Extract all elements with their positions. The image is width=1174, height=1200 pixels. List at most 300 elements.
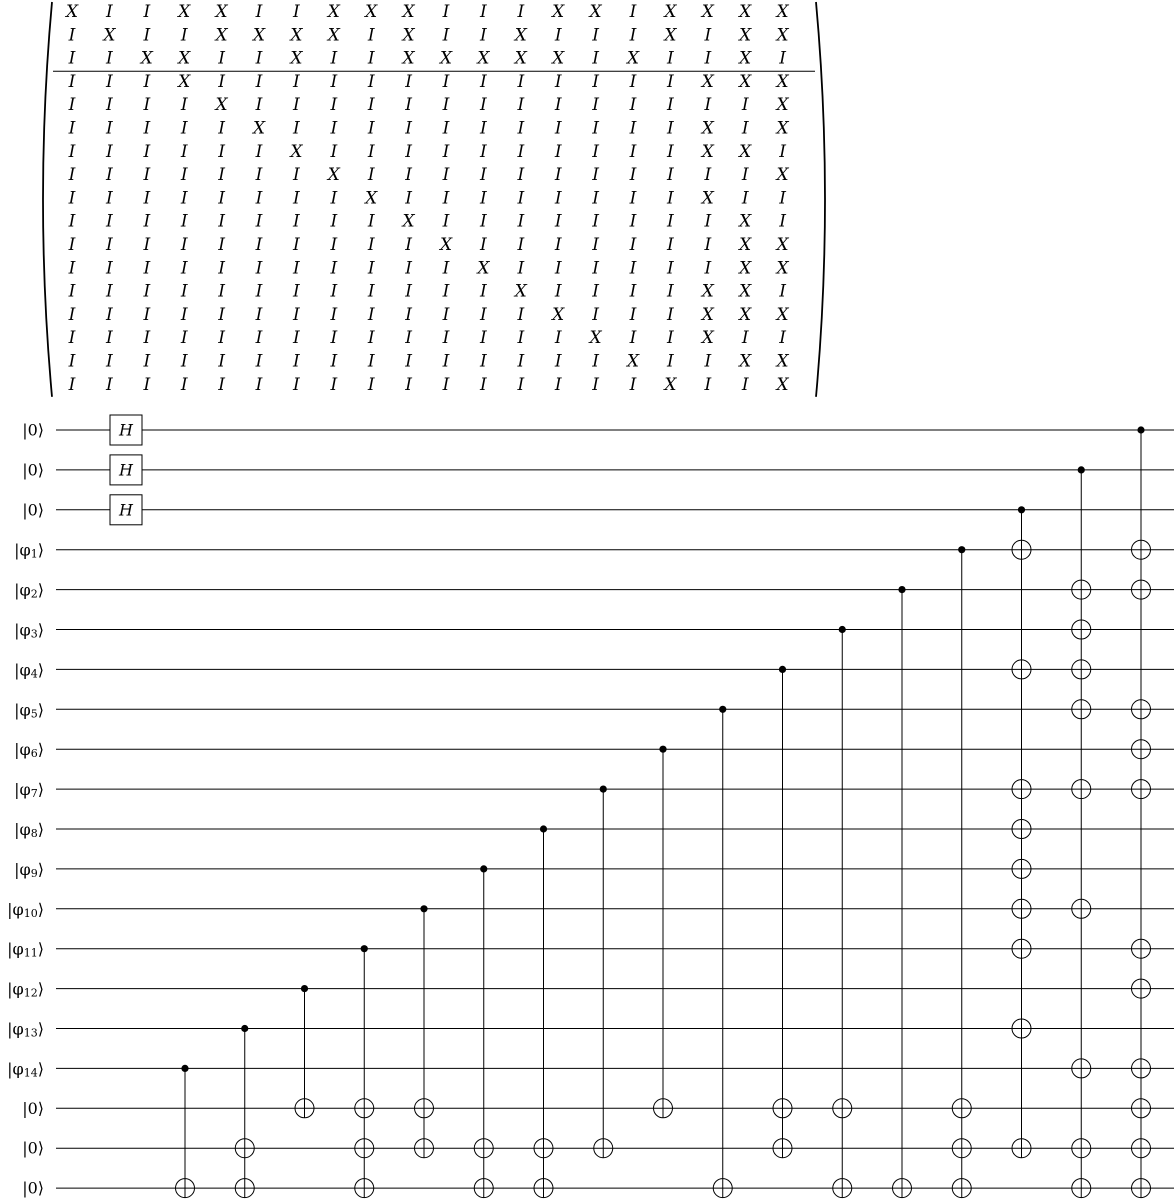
svg-text:H: H [119, 420, 133, 440]
target-xor [1132, 740, 1151, 759]
matrix-cell: I [517, 71, 525, 92]
matrix-cell: I [667, 95, 674, 116]
matrix-cell: I [143, 141, 151, 162]
matrix-cell: I [405, 141, 412, 162]
target-xor [534, 1139, 553, 1158]
qubit-label: $|\varphi_{11}⟩$ [7, 939, 44, 960]
target-xor [415, 1099, 434, 1118]
matrix-cell: I [704, 165, 712, 186]
matrix-cell: I [106, 304, 113, 325]
matrix-cell: I [143, 351, 151, 372]
matrix-cell: X [552, 2, 565, 22]
matrix-cell: I [667, 235, 674, 255]
control-dot [241, 1025, 248, 1032]
target-xor [534, 1179, 553, 1198]
matrix-cell: I [180, 281, 188, 302]
matrix-cell: I [517, 141, 525, 162]
matrix-cell: X [664, 374, 677, 395]
matrix-cell: I [68, 71, 76, 92]
matrix-cell: I [218, 304, 225, 325]
matrix-cell: X [776, 351, 789, 372]
matrix-cell: I [405, 351, 412, 372]
matrix-cell: I [367, 328, 375, 349]
target-xor [1012, 859, 1031, 878]
matrix-cell: I [442, 374, 450, 395]
matrix-cell: X [103, 25, 116, 46]
cnot-gate [893, 586, 912, 1198]
matrix-cell: I [330, 304, 338, 325]
matrix-cell: I [367, 304, 375, 325]
target-xor [1072, 660, 1091, 679]
matrix-cell: I [106, 351, 113, 372]
target-xor [1012, 899, 1031, 918]
matrix-cell: X [477, 258, 490, 279]
matrix-cell: I [704, 351, 712, 372]
matrix-cell: X [701, 141, 714, 162]
matrix-cell: I [68, 188, 76, 209]
matrix-cell: I [106, 258, 113, 279]
matrix-cell: X [140, 48, 153, 69]
matrix-cell: X [65, 2, 79, 22]
matrix-cell: I [68, 328, 76, 349]
matrix-cell: I [255, 71, 263, 92]
matrix-cell: I [106, 328, 113, 349]
matrix-cell: I [106, 235, 113, 255]
matrix-cell: I [293, 328, 300, 349]
matrix-cell: I [554, 165, 562, 186]
matrix-cell: I [293, 211, 300, 232]
matrix-cell: I [779, 141, 786, 162]
control-dot [480, 865, 487, 872]
matrix-cell: I [667, 165, 674, 186]
matrix-cell: I [218, 141, 225, 162]
matrix-cell: X [215, 25, 228, 46]
target-xor [1072, 1179, 1091, 1198]
target-xor [713, 1179, 732, 1198]
matrix-cell: I [218, 351, 225, 372]
matrix-cell: I [255, 235, 263, 255]
matrix-cell: I [143, 328, 151, 349]
matrix-cell: X [477, 48, 490, 69]
matrix-cell: I [667, 141, 674, 162]
matrix-cell: I [68, 48, 76, 69]
matrix-cell: I [330, 48, 338, 69]
matrix-cell: I [106, 2, 113, 22]
matrix-cell: I [442, 281, 450, 302]
matrix-cell: I [667, 71, 674, 92]
matrix-cell: X [739, 2, 752, 22]
target-xor [1132, 780, 1151, 799]
target-xor [1012, 660, 1031, 679]
qubit-label: $|\varphi_{10}⟩$ [7, 899, 44, 920]
matrix-cell: X [776, 374, 789, 395]
matrix-cell: I [629, 95, 637, 116]
matrix-cell: I [629, 25, 637, 46]
matrix-cell: I [480, 71, 487, 92]
qubit-label: $|\varphi_{14}⟩$ [7, 1058, 44, 1079]
matrix-cell: I [330, 374, 338, 395]
matrix-cell: I [480, 304, 487, 325]
matrix-cell: I [106, 281, 113, 302]
matrix-cell: X [776, 118, 789, 139]
matrix-cell: I [143, 258, 151, 279]
matrix-cell: I [592, 304, 599, 325]
matrix-cell: I [180, 235, 188, 255]
matrix-cell: I [330, 188, 338, 209]
matrix-cell: I [255, 281, 263, 302]
control-dot [1018, 506, 1025, 513]
target-xor [1072, 1139, 1091, 1158]
matrix-cell: X [739, 281, 752, 302]
matrix-cell: I [68, 165, 76, 186]
matrix-cell: I [143, 71, 151, 92]
matrix-cell: I [629, 211, 637, 232]
matrix-cell: I [405, 188, 412, 209]
matrix-cell: I [592, 211, 599, 232]
matrix-cell: I [592, 48, 599, 69]
matrix-cell: I [367, 258, 375, 279]
matrix-cell: I [367, 235, 375, 255]
matrix-cell: I [480, 211, 487, 232]
matrix-cell: I [442, 304, 450, 325]
matrix-cell: I [405, 118, 412, 139]
matrix-cell: X [776, 95, 789, 116]
target-xor [773, 1099, 792, 1118]
matrix-cell: I [218, 118, 225, 139]
matrix-cell: I [255, 48, 263, 69]
cnot-gate [176, 1065, 195, 1198]
target-xor [415, 1139, 434, 1158]
matrix-cell: X [776, 2, 789, 22]
matrix-cell: I [741, 328, 749, 349]
matrix-cell: I [517, 2, 525, 22]
matrix-cell: I [218, 258, 225, 279]
matrix-cell: I [405, 258, 412, 279]
matrix-cell: I [330, 351, 338, 372]
matrix-cell: I [442, 118, 450, 139]
target-xor [1072, 700, 1091, 719]
cnot-gate [773, 666, 792, 1158]
matrix-cell: I [667, 48, 674, 69]
matrix-cell: I [667, 304, 674, 325]
control-dot [1078, 466, 1085, 473]
matrix-cell: X [776, 235, 789, 255]
matrix-cell: I [68, 141, 76, 162]
matrix-cell: X [439, 48, 453, 69]
control-dot [958, 546, 965, 553]
matrix-cell: I [218, 48, 225, 69]
qubit-label: $|\varphi_2⟩$ [14, 580, 44, 601]
target-xor [773, 1139, 792, 1158]
qubit-label: $|\varphi_{12}⟩$ [7, 979, 44, 1000]
target-xor [176, 1179, 195, 1198]
target-xor [952, 1139, 971, 1158]
target-xor [833, 1099, 852, 1118]
matrix-cell: X [776, 71, 789, 92]
matrix-cell: I [218, 165, 225, 186]
matrix-cell: I [367, 71, 375, 92]
target-xor [235, 1139, 254, 1158]
qubit-label: $|\varphi_3⟩$ [14, 620, 44, 640]
cnot-gate [833, 626, 852, 1198]
matrix-cell: I [218, 235, 225, 255]
matrix-cell: I [106, 374, 113, 395]
matrix-cell: I [255, 188, 263, 209]
matrix-cell: I [367, 281, 375, 302]
matrix-cell: X [589, 2, 602, 22]
cnot-gate [355, 945, 374, 1197]
matrix-cell: I [667, 211, 674, 232]
matrix-cell: I [330, 235, 338, 255]
cnot-gate [654, 746, 673, 1118]
matrix-cell: I [68, 118, 76, 139]
hadamard-gate [110, 495, 142, 525]
matrix-cell: I [554, 211, 562, 232]
matrix-cell: I [255, 2, 263, 22]
qubit-label: $|\varphi_8⟩$ [14, 819, 44, 840]
matrix-cell: I [517, 351, 525, 372]
matrix-cell: I [480, 281, 487, 302]
matrix-cell: I [255, 328, 263, 349]
matrix-cell: I [330, 328, 338, 349]
matrix-cell: I [629, 281, 637, 302]
matrix-cell: I [405, 304, 412, 325]
matrix-cell: I [405, 281, 412, 302]
matrix-cell: I [293, 374, 300, 395]
control-dot [1137, 426, 1144, 433]
matrix-cell: I [143, 304, 151, 325]
stabilizer-matrix [43, 2, 825, 397]
matrix-cell: X [664, 25, 677, 46]
matrix-cell: X [739, 258, 752, 279]
matrix-cell: I [330, 141, 338, 162]
matrix-cell: I [554, 71, 562, 92]
matrix-cell: X [626, 351, 640, 372]
matrix-cell: I [554, 95, 562, 116]
cnot-gate [594, 786, 613, 1158]
matrix-cell: I [180, 304, 188, 325]
matrix-cell: I [704, 211, 712, 232]
matrix-cell: I [442, 141, 450, 162]
matrix-cell: I [704, 258, 712, 279]
matrix-cell: I [405, 95, 412, 116]
cnot-gate [1072, 466, 1091, 1197]
matrix-cell: I [367, 351, 375, 372]
matrix-cell: X [327, 165, 340, 186]
matrix-cell: I [68, 351, 76, 372]
control-dot [301, 985, 308, 992]
target-xor [1012, 1139, 1031, 1158]
matrix-cell: I [106, 165, 113, 186]
matrix-cell: I [180, 141, 188, 162]
matrix-cell: I [405, 71, 412, 92]
matrix-cell: X [701, 2, 714, 22]
matrix-cell: I [629, 2, 637, 22]
matrix-cell: I [629, 328, 637, 349]
matrix-cell: X [439, 235, 453, 255]
target-xor [1012, 820, 1031, 839]
matrix-cell: X [365, 188, 378, 209]
cnot-gate [415, 905, 434, 1157]
matrix-cell: I [629, 258, 637, 279]
matrix-cell: I [255, 374, 263, 395]
matrix-cell: X [739, 351, 752, 372]
matrix-cell: I [741, 188, 749, 209]
qubit-label: $|\varphi_1⟩$ [14, 540, 44, 561]
matrix-cell: X [402, 211, 415, 232]
matrix-cell: I [367, 48, 375, 69]
matrix-cell: I [480, 118, 487, 139]
control-dot [839, 626, 846, 633]
matrix-cell: I [68, 235, 76, 255]
matrix-cell: X [252, 118, 266, 139]
matrix-cell: I [106, 118, 113, 139]
target-xor [833, 1179, 852, 1198]
matrix-cell: I [554, 25, 562, 46]
target-xor [1072, 620, 1091, 639]
matrix-cell: X [252, 25, 266, 46]
matrix-cell: I [592, 25, 599, 46]
matrix-cell: I [255, 304, 263, 325]
target-xor [1072, 780, 1091, 799]
matrix-cell: I [68, 304, 76, 325]
control-dot [898, 586, 905, 593]
matrix-cell: I [779, 281, 786, 302]
target-xor [952, 1179, 971, 1198]
cnot-gate [1012, 506, 1031, 1158]
target-xor [1132, 979, 1151, 998]
matrix-cell: I [554, 188, 562, 209]
cnot-gate [1132, 426, 1151, 1197]
matrix-cell: I [255, 211, 263, 232]
right-parenthesis [816, 2, 825, 397]
matrix-cell: I [218, 281, 225, 302]
matrix-cell: I [442, 95, 450, 116]
matrix-cell: I [480, 188, 487, 209]
matrix-cell: X [739, 141, 752, 162]
matrix-cell: X [701, 304, 714, 325]
matrix-cell: I [106, 141, 113, 162]
matrix-cell: I [405, 328, 412, 349]
matrix-cell: X [776, 304, 789, 325]
matrix-cell: I [367, 118, 375, 139]
matrix-cell: I [255, 141, 263, 162]
matrix-cell: X [178, 71, 191, 92]
matrix-cell: I [741, 95, 749, 116]
matrix-cell: I [180, 165, 188, 186]
matrix-cell: X [514, 25, 527, 46]
target-xor [1132, 939, 1151, 958]
matrix-cell: I [143, 374, 151, 395]
matrix-cell: I [480, 351, 487, 372]
matrix-cell: I [554, 374, 562, 395]
target-xor [1072, 1059, 1091, 1078]
matrix-cell: X [701, 188, 714, 209]
matrix-cell: I [517, 211, 525, 232]
matrix-cell: I [667, 188, 674, 209]
matrix-cell: I [741, 118, 749, 139]
qubit-label: |0⟩ [22, 500, 44, 520]
target-xor [1012, 540, 1031, 559]
matrix-cell: I [480, 95, 487, 116]
matrix-cell: X [552, 48, 565, 69]
matrix-cell: I [704, 235, 712, 255]
matrix-cell: I [106, 48, 113, 69]
matrix-cell: X [290, 25, 303, 46]
matrix-cell: I [442, 328, 450, 349]
target-xor [1012, 1019, 1031, 1038]
matrix-cell: I [554, 281, 562, 302]
matrix-cell: I [442, 165, 450, 186]
target-xor [1132, 1099, 1151, 1118]
matrix-cell: I [554, 258, 562, 279]
matrix-cell: X [514, 281, 527, 302]
matrix-cell: I [255, 258, 263, 279]
matrix-cell: I [442, 211, 450, 232]
matrix-cell: X [215, 2, 228, 22]
matrix-cell: I [68, 258, 76, 279]
qubit-label: $|\varphi_7⟩$ [14, 779, 44, 800]
matrix-cell: X [739, 235, 752, 255]
matrix-cell: I [143, 188, 151, 209]
qubit-label: $|\varphi_4⟩$ [14, 659, 44, 680]
matrix-cell: I [480, 165, 487, 186]
matrix-cell: I [554, 118, 562, 139]
matrix-cell: I [143, 95, 151, 116]
target-xor [952, 1099, 971, 1118]
matrix-cell: I [480, 374, 487, 395]
cnot-gate [713, 706, 732, 1198]
matrix-cell: X [701, 71, 714, 92]
control-dot [600, 786, 607, 793]
matrix-cell: I [442, 25, 450, 46]
matrix-cell: I [106, 71, 113, 92]
matrix-cell: I [517, 165, 525, 186]
matrix-cell: I [255, 165, 263, 186]
matrix-cell: X [365, 2, 378, 22]
matrix-cell: I [180, 188, 188, 209]
qubit-label: $|\varphi_9⟩$ [14, 859, 44, 880]
matrix-cell: X [739, 71, 752, 92]
target-xor [1132, 1139, 1151, 1158]
matrix-cell: I [143, 118, 151, 139]
matrix-cell: I [779, 48, 786, 69]
matrix-cell: I [293, 258, 300, 279]
matrix-cell: I [367, 374, 375, 395]
matrix-cell: I [667, 258, 674, 279]
matrix-cell: I [741, 374, 749, 395]
matrix-cell: I [592, 71, 599, 92]
qubit-label: |0⟩ [22, 1178, 44, 1198]
matrix-cell: I [592, 188, 599, 209]
matrix-cell: X [701, 328, 714, 349]
matrix-cell: I [517, 235, 525, 255]
matrix-cell: I [330, 71, 338, 92]
control-dot [361, 945, 368, 952]
target-xor [1072, 899, 1091, 918]
matrix-cell: I [293, 71, 300, 92]
matrix-cell: I [779, 211, 786, 232]
target-xor [654, 1099, 673, 1118]
matrix-cell: X [776, 258, 789, 279]
matrix-cell: X [514, 48, 527, 69]
target-xor [1012, 939, 1031, 958]
matrix-cell: X [215, 95, 228, 116]
matrix-cell: I [367, 95, 375, 116]
matrix-cell: I [554, 351, 562, 372]
cnot-gate [235, 1025, 254, 1198]
matrix-cell: X [589, 328, 602, 349]
